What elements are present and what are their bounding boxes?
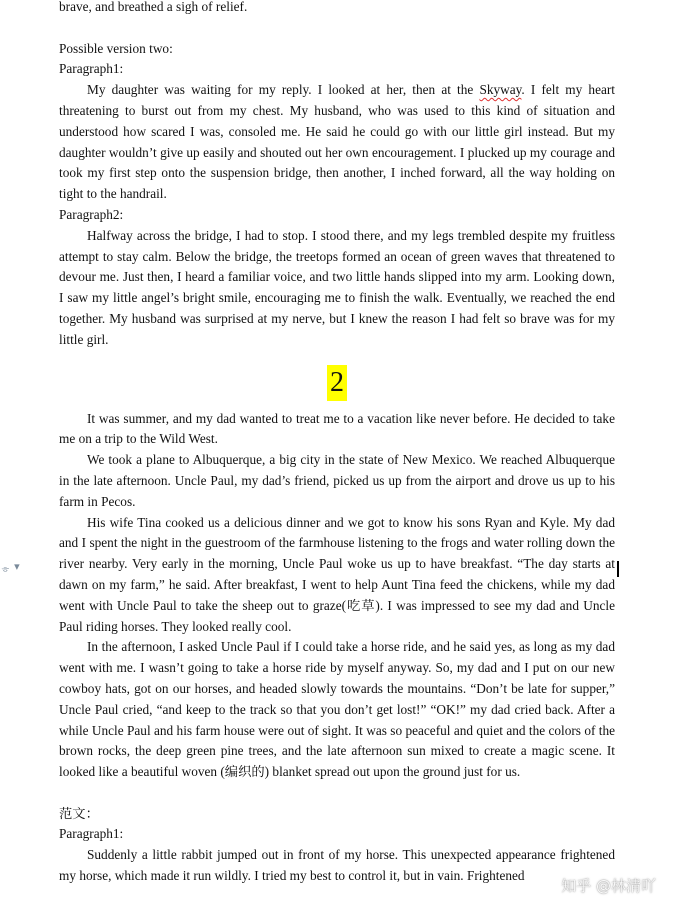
model-essay-label: 范文： — [59, 805, 99, 821]
paragraph2-body: Halfway across the bridge, I had to stop. I stood there, and my legs trembled despite my fruitless attempt to stay calm. Below the bridge, the treetops formed an ocean of green waves that threatened to devour me. Just then, I heard a familiar voice, and two little hands slipped into my arm. Looking down, I saw my little angel’s bright smile, encouraging me to finish the walk. Eventually, we reached the end together. My husband was surprised at my nerve, but I knew the reason I had felt so brave was for my little girl. — [59, 227, 615, 347]
text-cursor — [617, 561, 619, 577]
version-two-label: Possible version two: — [59, 40, 173, 56]
story-paragraph: We took a plane to Albuquerque, a big city in the state of New Mexico. We reached Albuquerque in the late afternoon. Uncle Paul, my dad’s friend, picked us up from the airport and drove us up to his farm in Pecos. — [59, 452, 615, 509]
spellcheck-flag[interactable]: Skyway — [479, 82, 522, 98]
watermark: 知乎 @林清吖 — [561, 877, 656, 895]
paragraph1-label: Paragraph1: — [59, 61, 124, 77]
section-number-highlighted: 2 — [327, 365, 347, 401]
continued-line: brave, and breathed a sigh of relief. — [59, 0, 248, 14]
story-paragraph: His wife Tina cooked us a delicious dinner and we got to know his sons Ryan and Kyle. My dad and I spent the night in the guestroom of the farmhouse listening to the frogs and water rolling down the river nearby. Very early in the morning, Uncle Paul woke us up to have breakfast. “The day starts at dawn on my farm,” he said. After breakfast, I went to help Aunt Tina feed the chickens, while my dad went with Uncle Paul to take the sheep out to graze(吃草). I was impressed to see my dad and Uncle Paul riding horses. They looked really cool. — [59, 514, 615, 634]
margin-anchor-icon[interactable]: ᇂ ▾ — [0, 560, 20, 573]
model-paragraph1-label: Paragraph1: — [59, 826, 124, 842]
model-paragraph1-body: Suddenly a little rabbit jumped out in front of my horse. This unexpected appearance frightened my horse, which made it run wildly. I tried my best to control it, but in vain. Frightened — [59, 847, 615, 884]
story-paragraph: In the afternoon, I asked Uncle Paul if I could take a horse ride, and he said yes, as long as my dad went with me. I wasn’t going to take a horse ride by myself anyway. So, my dad and I put on our new cowboy hats, got on our horses, and headed slowly towards the mountains. “Don’t be late for supper,” Uncle Paul cried, “and keep to the track so that you don’t get lost!” “OK!” my dad cried back. After a while Uncle Paul and his farm house were out of sight. It was so peaceful and quiet and the colors of the brown rocks, the deep green pine trees, and the late afternoon sun mixed to create a magic scene. It looked like a beautiful woven (编织的) blanket spread out upon the ground just for us. — [59, 639, 615, 780]
story-paragraph: It was summer, and my dad wanted to treat me to a vacation like never before. He decided to take me on a trip to the Wild West. — [59, 410, 615, 447]
paragraph1-body: My daughter was waiting for my reply. I looked at her, then at the Skyway. I felt my heart threatening to burst out from my chest. My husband, who was used to this kind of situation and understood how scared I was, consoled me. He said he could go with our little girl instead. But my daughter wouldn’t give up easily and shouted out her own encouragement. I plucked up my courage and took my first step onto the suspension bridge, then another, I inched forward, all the way holding on tight to the handrail. — [59, 82, 615, 202]
paragraph2-label: Paragraph2: — [59, 206, 124, 222]
document-page — [59, 0, 615, 887]
